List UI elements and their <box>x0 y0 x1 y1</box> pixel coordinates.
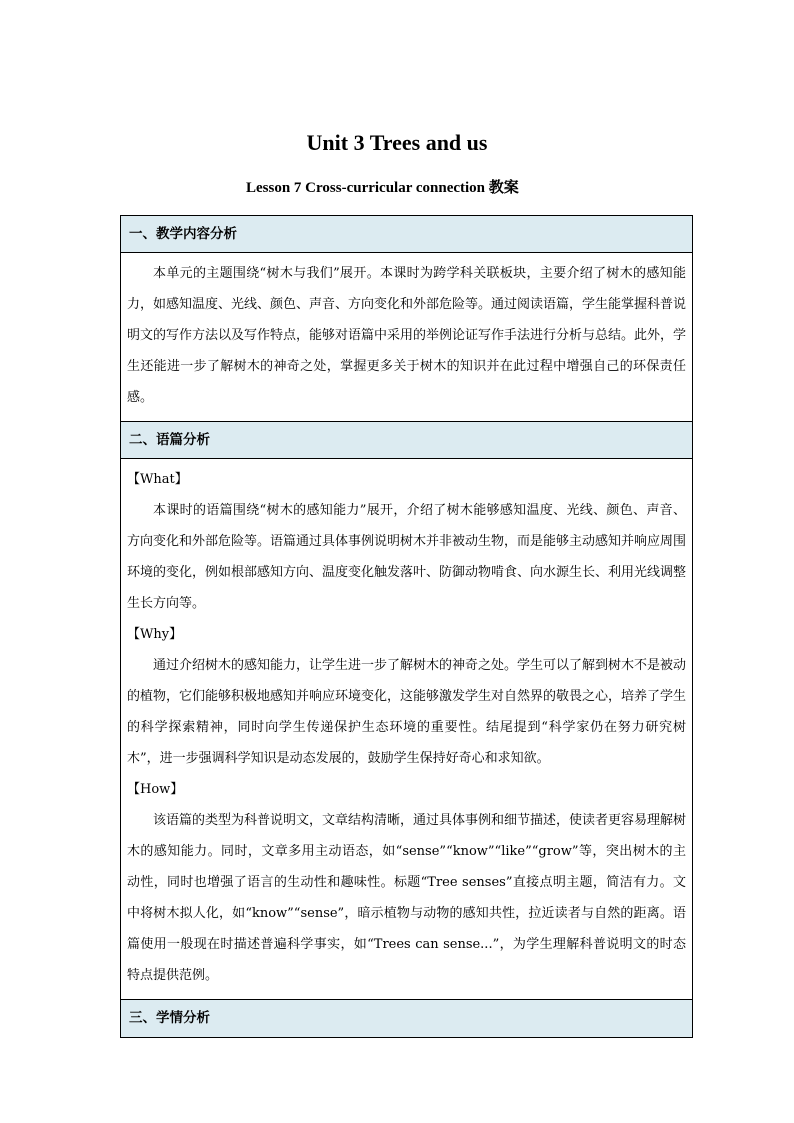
why-label: 【Why】 <box>127 627 183 642</box>
what-paragraph: 本课时的语篇围绕“树木的感知能力”展开，介绍了树木能够感知温度、光线、颜色、声音、方向变化和外部危险等。语篇通过具体事例说明树木并非被动生物，而是能够主动感知并响应周围环境的变化，例如根部感知方向、温度变化触发落叶、防御动物啃食、向水源生长、利用光线调整生长方向等。 <box>127 503 687 611</box>
what-label: 【What】 <box>127 472 188 487</box>
section-heading-content-analysis: 一、教学内容分析 <box>121 216 692 253</box>
section-body-text-analysis <box>121 459 692 1000</box>
content-analysis-paragraph: 本单元的主题围绕“树木与我们”展开。本课时为跨学科关联板块，主要介绍了树木的感知能力，如感知温度、光线、颜色、声音、方向变化和外部危险等。通过阅读语篇，学生能掌握科普说明文的写作方法以及写作特点，能够对语篇中采用的举例论证写作手法进行分析与总结。此外，学生还能进一步了解树木的神奇之处，掌握更多关于树木的知识并在此过程中增强自己的环保责任感。 <box>127 266 687 405</box>
why-paragraph: 通过介绍树木的感知能力，让学生进一步了解树木的神奇之处。学生可以了解到树木不是被动的植物，它们能够积极地感知并响应环境变化，这能够激发学生对自然界的敬畏之心，培养了学生的科学探索精神，同时向学生传递保护生态环境的重要性。结尾提到“科学家仍在努力研究树木”，进一步强调科学知识是动态发展的，鼓励学生保持好奇心和求知欲。 <box>127 658 687 766</box>
section-heading-text-analysis: 二、语篇分析 <box>121 422 692 459</box>
how-label: 【How】 <box>127 782 184 797</box>
document-subtitle: Lesson 7 Cross-curricular connection 教案 <box>246 180 519 196</box>
section-heading-learner-analysis: 三、学情分析 <box>121 1000 692 1037</box>
document-title: Unit 3 Trees and us <box>306 130 488 155</box>
section-body-content-analysis <box>121 253 692 422</box>
lesson-plan-table <box>120 215 693 1038</box>
how-paragraph: 该语篇的类型为科普说明文，文章结构清晰，通过具体事例和细节描述，使读者更容易理解树木的感知能力。同时，文章多用主动语态，如“sense”“know”“like”“grow”等，突出树木的主动性，同时也增强了语言的生动性和趣味性。标题“Tree senses”直接点明主题，简洁有力。文中将树木拟人化，如“know”“sense”，暗示植物与动物的感知共性，拉近读者与自然的距离。语篇使用一般现在时描述普遍科学事实，如“Trees can sense...”，为学生理解科普说明文的时态特点提供范例。 <box>127 813 687 983</box>
